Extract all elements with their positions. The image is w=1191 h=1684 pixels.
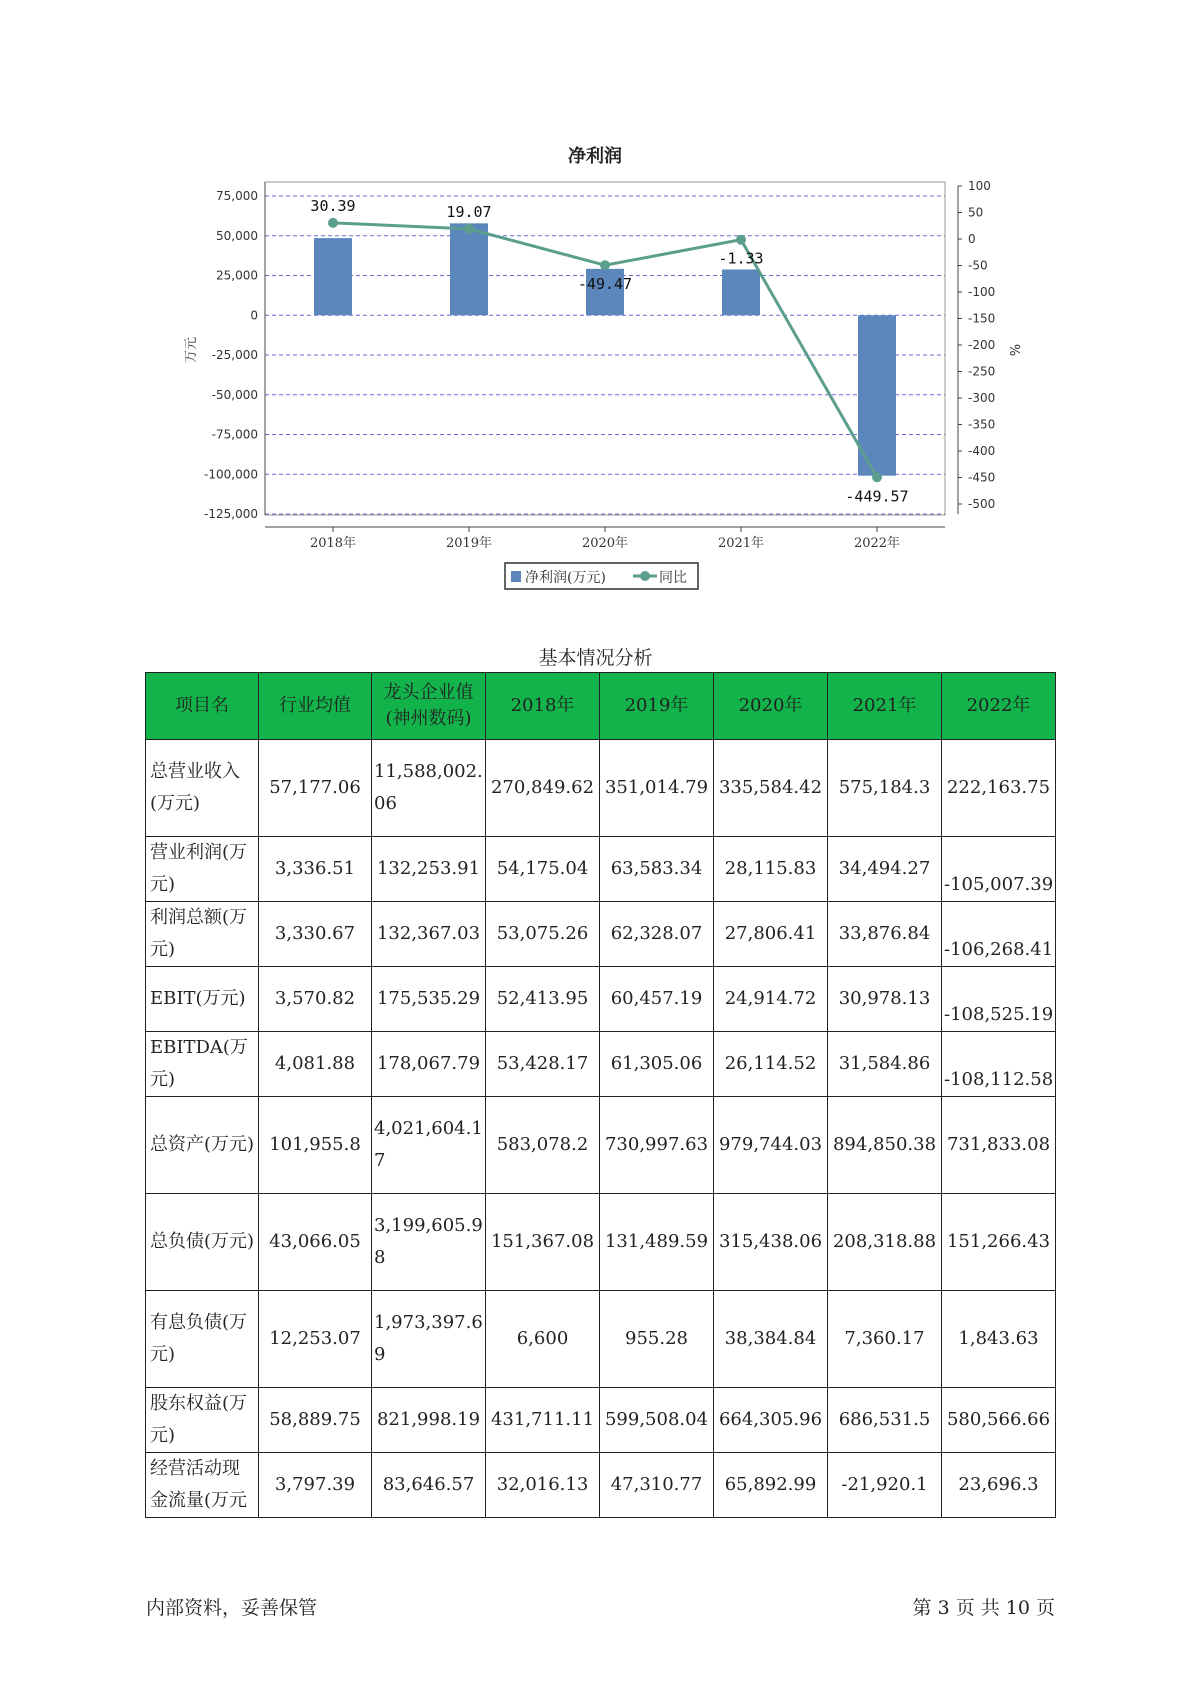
table-cell: 175,535.29 xyxy=(372,967,486,1032)
table-cell: 4,021,604.17 xyxy=(372,1097,486,1194)
legend-line-marker xyxy=(640,571,650,581)
bar-net-profit xyxy=(722,269,760,315)
table-cell: 32,016.13 xyxy=(486,1453,600,1518)
table-cell: 28,115.83 xyxy=(714,837,828,902)
header-leader-value: 龙头企业值(神州数码) xyxy=(372,673,486,740)
table-cell: 6,600 xyxy=(486,1291,600,1388)
table-cell: 54,175.04 xyxy=(486,837,600,902)
table-row xyxy=(146,967,1056,1032)
table-cell: 664,305.96 xyxy=(714,1388,828,1453)
table-cell: 132,367.03 xyxy=(372,902,486,967)
table-cell: 894,850.38 xyxy=(828,1097,942,1194)
y-tick-label: -75,000 xyxy=(211,427,258,442)
y-tick-label: 75,000 xyxy=(216,189,258,203)
table-header-row xyxy=(146,673,1056,740)
row-label: 经营活动现金流量(万元 xyxy=(146,1453,259,1518)
table-cell: 4,081.88 xyxy=(259,1032,372,1097)
table-cell: 575,184.3 xyxy=(828,740,942,837)
yoy-point xyxy=(872,472,882,482)
y-tick-label: -50,000 xyxy=(211,387,258,402)
header-2022: 2022年 xyxy=(942,673,1056,740)
table-cell: 101,955.8 xyxy=(259,1097,372,1194)
table-cell: 731,833.08 xyxy=(942,1097,1056,1194)
table-cell: 1,973,397.69 xyxy=(372,1291,486,1388)
footer-page-number: 第 3 页 共 10 页 xyxy=(912,1597,1055,1619)
table-cell: 686,531.5 xyxy=(828,1388,942,1453)
table-cell: 599,508.04 xyxy=(600,1388,714,1453)
y-tick-label: 25,000 xyxy=(216,268,258,283)
table-cell: 38,384.84 xyxy=(714,1291,828,1388)
y2-tick-label: -400 xyxy=(968,444,996,458)
yoy-point xyxy=(736,235,746,245)
row-label: 有息负债(万元) xyxy=(146,1291,259,1388)
table-cell: 53,428.17 xyxy=(486,1032,600,1097)
table-cell: 24,914.72 xyxy=(714,967,828,1032)
y2-tick-label: -200 xyxy=(968,338,996,352)
header-2020: 2020年 xyxy=(714,673,828,740)
table-cell: 151,367.08 xyxy=(486,1194,600,1291)
table-cell: 580,566.66 xyxy=(942,1388,1056,1453)
table-cell: -106,268.41 xyxy=(942,902,1056,967)
y2-tick-label: -150 xyxy=(968,311,996,326)
table-cell: 65,892.99 xyxy=(714,1453,828,1518)
table-cell: 151,266.43 xyxy=(942,1194,1056,1291)
table-cell: 12,253.07 xyxy=(259,1291,372,1388)
basic-analysis-table xyxy=(145,672,1056,1518)
yoy-data-label: 19.07 xyxy=(446,202,492,221)
table-cell: 58,889.75 xyxy=(259,1388,372,1453)
header-2019: 2019年 xyxy=(600,673,714,740)
table-cell: 26,114.52 xyxy=(714,1032,828,1097)
table-cell: 52,413.95 xyxy=(486,967,600,1032)
table-row xyxy=(146,740,1056,837)
y2-tick-label: -350 xyxy=(968,417,996,432)
bar-net-profit xyxy=(314,238,352,315)
table-caption: 基本情况分析 xyxy=(538,647,653,669)
table-cell: 351,014.79 xyxy=(600,740,714,837)
chart-title: 净利润 xyxy=(568,146,622,167)
table-cell: 821,998.19 xyxy=(372,1388,486,1453)
row-label: 股东权益(万元) xyxy=(146,1388,259,1453)
x-tick-label: 2019年 xyxy=(445,536,493,551)
table-row xyxy=(146,1194,1056,1291)
yoy-point xyxy=(464,224,474,234)
table-row xyxy=(146,1291,1056,1388)
table-cell: 730,997.63 xyxy=(600,1097,714,1194)
y-tick-label: 0 xyxy=(250,308,258,323)
table-row xyxy=(146,837,1056,902)
table-cell: 31,584.86 xyxy=(828,1032,942,1097)
y-axis-title: 万元 xyxy=(184,336,199,364)
y2-tick-label: -300 xyxy=(968,391,996,405)
row-label: EBIT(万元) xyxy=(146,967,259,1032)
y2-axis-title: % xyxy=(1006,343,1021,357)
y2-tick-label: -50 xyxy=(968,258,988,273)
table-cell: 3,570.82 xyxy=(259,967,372,1032)
table-cell: 132,253.91 xyxy=(372,837,486,902)
table-cell: 979,744.03 xyxy=(714,1097,828,1194)
x-tick-label: 2022年 xyxy=(853,536,901,551)
x-tick-label: 2020年 xyxy=(581,536,629,551)
header-industry-avg: 行业均值 xyxy=(259,673,372,740)
table-cell: -108,525.19 xyxy=(942,967,1056,1032)
table-row xyxy=(146,1032,1056,1097)
table-cell: 431,711.11 xyxy=(486,1388,600,1453)
bar-net-profit xyxy=(450,223,488,315)
table-cell: 27,806.41 xyxy=(714,902,828,967)
y2-tick-label: -250 xyxy=(968,364,996,379)
table-cell: 11,588,002.06 xyxy=(372,740,486,837)
y2-tick-label: -100 xyxy=(968,285,996,299)
yoy-point xyxy=(328,218,338,228)
x-tick-label: 2021年 xyxy=(717,536,765,551)
row-label: 总营业收入(万元) xyxy=(146,740,259,837)
row-label: 总资产(万元) xyxy=(146,1097,259,1194)
header-2021: 2021年 xyxy=(828,673,942,740)
table-cell: 23,696.3 xyxy=(942,1453,1056,1518)
table-cell: 62,328.07 xyxy=(600,902,714,967)
header-item-name: 项目名 xyxy=(146,673,259,740)
table-row xyxy=(146,1388,1056,1453)
table-cell: 3,797.39 xyxy=(259,1453,372,1518)
y-tick-label: -25,000 xyxy=(211,348,258,362)
y2-tick-label: 0 xyxy=(968,232,976,246)
table-cell: 57,177.06 xyxy=(259,740,372,837)
table-cell: 3,330.67 xyxy=(259,902,372,967)
table-row xyxy=(146,1097,1056,1194)
table-cell: 955.28 xyxy=(600,1291,714,1388)
chart-canvas xyxy=(0,0,1191,600)
y2-tick-label: -500 xyxy=(968,497,996,511)
y-tick-label: -125,000 xyxy=(204,507,258,521)
yoy-data-label: -1.33 xyxy=(718,249,764,268)
table-cell: 3,199,605.98 xyxy=(372,1194,486,1291)
yoy-data-label: -49.47 xyxy=(577,275,633,294)
x-tick-label: 2018年 xyxy=(309,536,357,551)
table-cell: 270,849.62 xyxy=(486,740,600,837)
table-row xyxy=(146,1453,1056,1518)
table-cell: 53,075.26 xyxy=(486,902,600,967)
y-tick-label: -100,000 xyxy=(204,467,258,482)
table-cell: -105,007.39 xyxy=(942,837,1056,902)
table-cell: 335,584.42 xyxy=(714,740,828,837)
table-cell: -21,920.1 xyxy=(828,1453,942,1518)
yoy-data-label: 30.39 xyxy=(310,196,356,215)
legend-bar-swatch xyxy=(511,571,521,582)
table-cell: 208,318.88 xyxy=(828,1194,942,1291)
table-cell: 47,310.77 xyxy=(600,1453,714,1518)
table-cell: 3,336.51 xyxy=(259,837,372,902)
table-cell: 83,646.57 xyxy=(372,1453,486,1518)
table-cell: 63,583.34 xyxy=(600,837,714,902)
y-tick-label: 50,000 xyxy=(216,228,258,243)
net-profit-chart xyxy=(0,0,1191,600)
table-cell: 315,438.06 xyxy=(714,1194,828,1291)
yoy-data-label: -449.57 xyxy=(845,487,909,506)
table-cell: 222,163.75 xyxy=(942,740,1056,837)
y2-tick-label: 50 xyxy=(968,205,984,220)
plot-frame xyxy=(265,182,945,515)
table-cell: 30,978.13 xyxy=(828,967,942,1032)
legend-line-label: 同比 xyxy=(659,570,687,586)
footer-confidential: 内部资料，妥善保管 xyxy=(146,1597,318,1619)
table-cell: 178,067.79 xyxy=(372,1032,486,1097)
legend-bar-label: 净利润(万元) xyxy=(525,570,606,586)
table-cell: 33,876.84 xyxy=(828,902,942,967)
table-cell: 131,489.59 xyxy=(600,1194,714,1291)
row-label: 营业利润(万元) xyxy=(146,837,259,902)
table-row xyxy=(146,902,1056,967)
table-cell: 43,066.05 xyxy=(259,1194,372,1291)
row-label: 利润总额(万元) xyxy=(146,902,259,967)
table-cell: 1,843.63 xyxy=(942,1291,1056,1388)
row-label: EBITDA(万元) xyxy=(146,1032,259,1097)
table-cell: 583,078.2 xyxy=(486,1097,600,1194)
table-cell: 60,457.19 xyxy=(600,967,714,1032)
header-2018: 2018年 xyxy=(486,673,600,740)
table-cell: 7,360.17 xyxy=(828,1291,942,1388)
y2-tick-label: 100 xyxy=(968,179,991,193)
table-cell: 61,305.06 xyxy=(600,1032,714,1097)
table-cell: -108,112.58 xyxy=(942,1032,1056,1097)
y2-tick-label: -450 xyxy=(968,470,996,485)
row-label: 总负债(万元) xyxy=(146,1194,259,1291)
table-cell: 34,494.27 xyxy=(828,837,942,902)
yoy-point xyxy=(600,260,610,270)
